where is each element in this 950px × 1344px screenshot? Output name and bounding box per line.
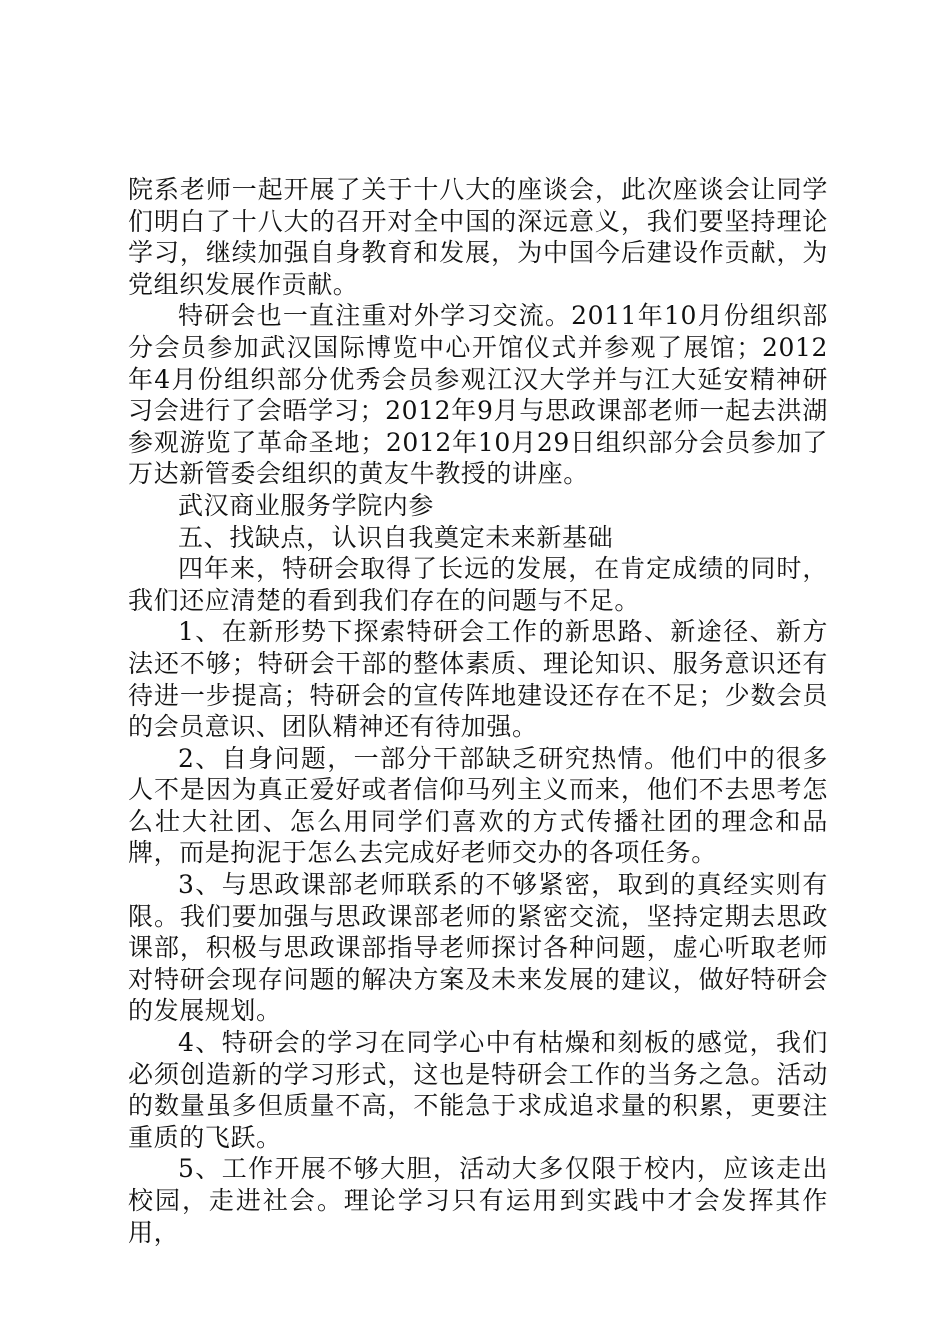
paragraph: 院系老师一起开展了关于十八大的座谈会，此次座谈会让同学们明白了十八大的召开对全中国的深远意义，我们要坚持理论学习，继续加强自身教育和发展，为中国今后建设作贡献，为党组织发展作贡献。	[128, 175, 828, 299]
paragraph: 特研会也一直注重对外学习交流。2011年10月份组织部分会员参加武汉国际博览中心开馆仪式并参观了展馆；2012年4月份组织部分优秀会员参观江汉大学并与江大延安精神研习会进行了会晤学习；2012年9月与思政课部老师一起去洪湖参观游览了革命圣地；2012年10月29日组织部分会员参加了万达新管委会组织的黄友牛教授的讲座。	[128, 301, 828, 489]
paragraph: 1、在新形势下探索特研会工作的新思路、新途径、新方法还不够；特研会干部的整体素质、理论知识、服务意识还有待进一步提高；特研会的宣传阵地建设还存在不足；少数会员的会员意识、团队精神还有待加强。	[128, 617, 828, 742]
paragraph: 武汉商业服务学院内参	[178, 490, 435, 520]
paragraph: 四年来，特研会取得了长远的发展，在肯定成绩的同时，我们还应清楚的看到我们存在的问题与不足。	[128, 554, 828, 615]
section-heading: 五、找缺点，认识自我奠定未来新基础	[178, 522, 614, 552]
document-body	[128, 174, 828, 1248]
paragraph: 3、与思政课部老师联系的不够紧密，取到的真经实则有限。我们要加强与思政课部老师的紧密交流，坚持定期去思政课部，积极与思政课部指导老师探讨各种问题，虚心听取老师对特研会现存问题的解决方案及未来发展的建议，做好特研会的发展规划。	[128, 870, 828, 1026]
paragraph: 4、特研会的学习在同学心中有枯燥和刻板的感觉，我们必须创造新的学习形式，这也是特研会工作的当务之急。活动的数量虽多但质量不高，不能急于求成追求量的积累，更要注重质的飞跃。	[128, 1028, 828, 1152]
paragraph: 2、自身问题，一部分干部缺乏研究热情。他们中的很多人不是因为真正爱好或者信仰马列主义而来，他们不去思考怎么壮大社团、怎么用同学们喜欢的方式传播社团的理念和品牌，而是拘泥于怎么去完成好老师交办的各项任务。	[128, 743, 828, 868]
paragraph: 5、工作开展不够大胆，活动大多仅限于校内，应该走出校园，走进社会。理论学习只有运用到实践中才会发挥其作用，	[128, 1154, 828, 1247]
